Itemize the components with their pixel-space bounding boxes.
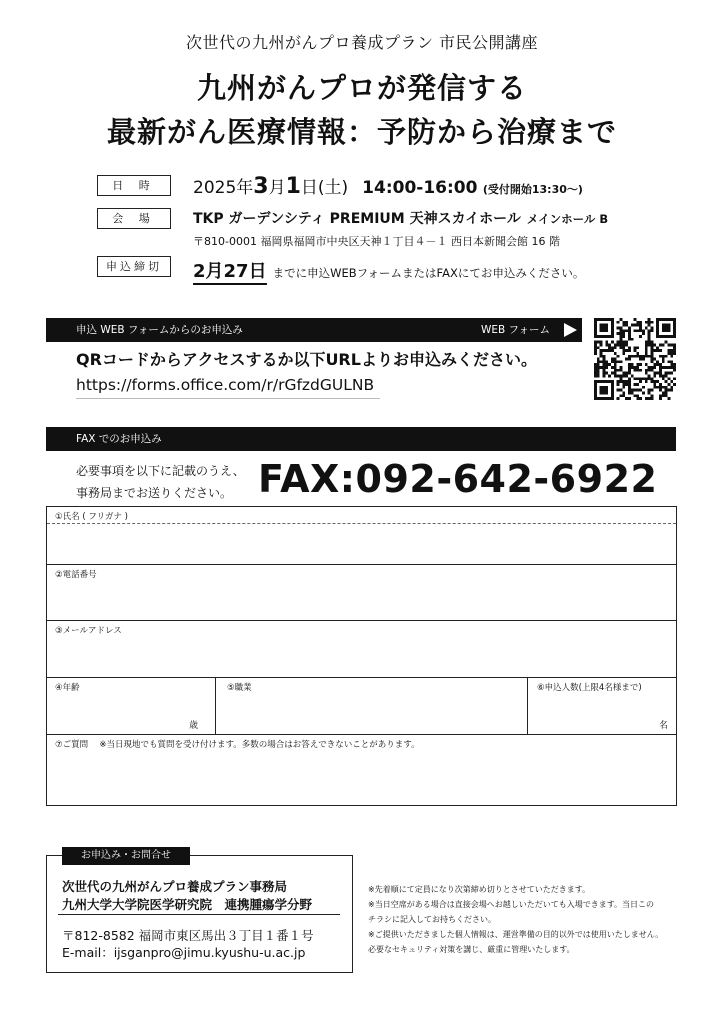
event-time: 14:00-16:00	[362, 178, 478, 198]
event-supertitle: 次世代の九州がんプロ養成プラン 市民公開講座	[185, 33, 539, 52]
web-section-bar	[46, 318, 582, 342]
web-section-label: 申込 WEB フォームからのお申込み	[76, 324, 243, 336]
name-field[interactable]	[47, 524, 676, 564]
form-url-link[interactable]: https://forms.office.com/r/rGfzdGULNB	[76, 376, 380, 399]
deadline-label: 申込締切	[97, 256, 171, 277]
date-month: 3	[253, 174, 269, 199]
count-unit: 名	[659, 721, 669, 731]
venue-room: メインホール B	[526, 212, 609, 226]
contact-tab: お申込み・お問合せ	[62, 847, 190, 865]
page-title-line1: 九州がんプロが発信する	[196, 71, 527, 105]
form-divider	[47, 734, 676, 735]
note-line: ※先着順にて定員になり次第締め切りとさせていただきます。	[368, 885, 591, 894]
name-field-label: ①氏名 ( フリガナ )	[55, 512, 128, 522]
venue-address: 〒810-0001 福岡県福岡市中央区天神１丁目４－１ 西日本新聞会館 16 階	[193, 235, 560, 248]
email-field-label: ③メールアドレス	[55, 626, 122, 636]
note-line: チラシに記入してお持ちください。	[368, 915, 496, 924]
venue-name: TKP ガーデンシティ PREMIUM 天神スカイホール	[193, 211, 521, 227]
fax-number: FAX:092-642-6922	[258, 457, 658, 501]
age-field-label: ④年齢	[55, 683, 80, 693]
job-field[interactable]	[216, 678, 526, 734]
deadline-date: 2月27日	[193, 257, 267, 285]
date-label: 日 時	[97, 175, 171, 196]
date-day: 1	[285, 174, 301, 199]
deadline-text: までに申込WEBフォームまたはFAXにてお申込みください。	[272, 266, 585, 280]
contact-divider	[58, 914, 340, 915]
job-field-label: ⑤職業	[227, 683, 252, 693]
reception-time: (受付開始13:30〜)	[482, 183, 583, 196]
fax-note-line1: 必要事項を以下に記載のうえ、	[76, 464, 245, 478]
contact-org-line2: 九州大学大学院医学研究院 連携腫瘍学分野	[62, 897, 313, 912]
note-line: 必要なセキュリティ対策を講じ、厳重に管理いたします。	[368, 945, 575, 954]
venue-name-line	[193, 208, 608, 228]
deadline-line	[193, 257, 584, 285]
question-field-label: ⑦ご質問 ※当日現地でも質問を受け付けます。多数の場合はお答えできないことがあります。	[55, 740, 420, 750]
page-title-line2: 最新がん医療情報：予防から治療まで	[106, 115, 617, 149]
web-form-link[interactable]: WEB フォーム	[480, 324, 550, 336]
venue-label: 会 場	[97, 208, 171, 229]
date-day-unit: 日(土)	[300, 178, 349, 198]
count-field-label: ⑥申込人数(上限4名様まで)	[537, 683, 642, 693]
contact-email-link[interactable]: E-mail：ijsganpro@jimu.kyushu-u.ac.jp	[62, 945, 306, 960]
fax-section-label: FAX でのお申込み	[76, 433, 162, 445]
count-field[interactable]	[528, 678, 676, 734]
notes	[368, 882, 688, 957]
fax-note-line2: 事務局までお送りください。	[76, 486, 233, 500]
email-field[interactable]	[47, 621, 676, 677]
age-unit: 歳	[189, 721, 199, 731]
application-form	[46, 506, 677, 806]
arrow-right-icon	[564, 323, 577, 337]
date-month-unit: 月	[268, 178, 286, 198]
event-date	[193, 173, 583, 199]
date-year: 2025年	[193, 178, 254, 198]
note-line: ※当日空席がある場合は直接会場へお越しいただいても入場できます。当日この	[368, 900, 655, 909]
note-line: ※ご提供いただきました個人情報は、運営準備の目的以外では使用いたしません。	[368, 930, 664, 939]
qr-instruction: QRコードからアクセスするか以下URLよりお申込みください。	[76, 350, 537, 369]
contact-address: 〒812-8582 福岡市東区馬出３丁目１番１号	[62, 928, 314, 943]
question-field[interactable]	[47, 751, 676, 805]
phone-field-label: ②電話番号	[55, 570, 97, 580]
qr-code-icon[interactable]	[594, 318, 676, 400]
phone-field[interactable]	[47, 565, 676, 620]
contact-org-line1: 次世代の九州がんプロ養成プラン事務局	[62, 879, 288, 894]
fax-section-bar	[46, 427, 676, 451]
